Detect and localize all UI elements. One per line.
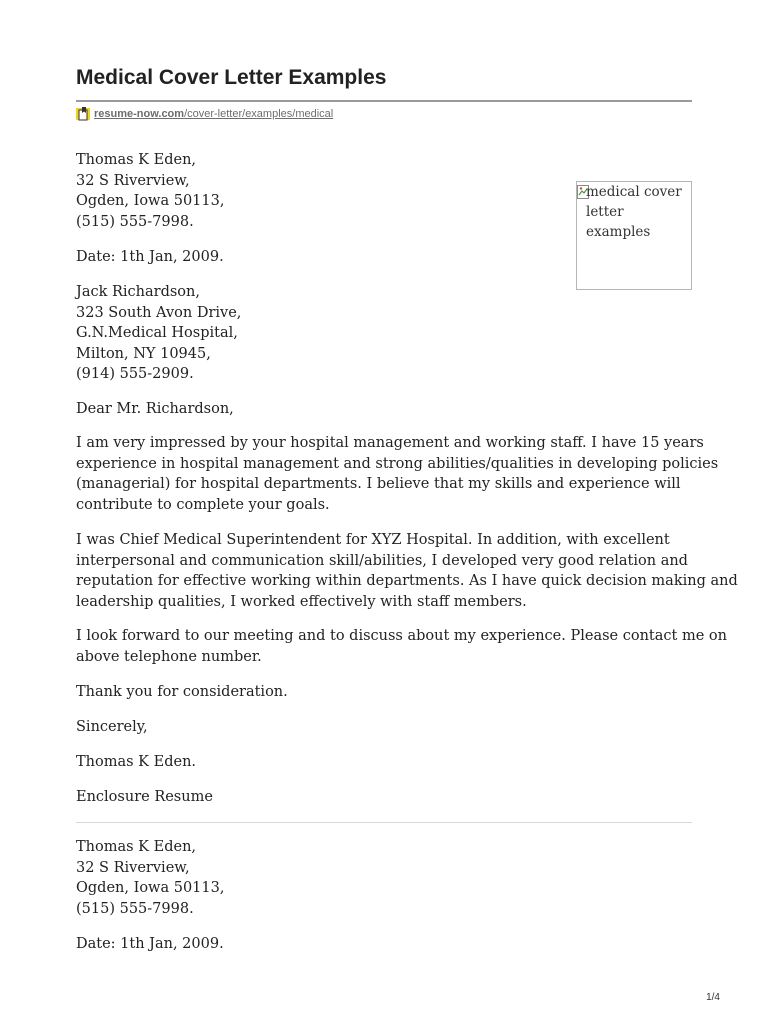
address-line: (515) 555-7998. bbox=[76, 900, 194, 917]
paragraph-line: experience in hospital management and strong abilities/qualities in developing policies bbox=[76, 455, 719, 472]
second-letter-date: Date: 1th Jan, 2009. bbox=[76, 936, 224, 952]
closing: Sincerely, bbox=[76, 719, 148, 735]
paragraph-line: leadership qualities, I worked effectively with staff members. bbox=[76, 593, 527, 610]
paragraph-line: I was Chief Medical Superintendent for XYZ Hospital. In addition, with excellent bbox=[76, 532, 670, 548]
address-line: Ogden, Iowa 50113, bbox=[76, 880, 225, 896]
paragraph-line: interpersonal and communication skill/abilities, I developed very good relation and bbox=[76, 552, 688, 569]
paragraph-line: I look forward to our meeting and to discuss about my experience. Please contact me on bbox=[76, 628, 727, 644]
recipient-address bbox=[76, 282, 241, 385]
body-paragraph bbox=[76, 626, 727, 667]
address-line: 32 S Riverview, bbox=[76, 172, 190, 189]
address-line: (914) 555-2909. bbox=[76, 366, 194, 382]
source-domain[interactable]: resume-now.com bbox=[94, 108, 185, 120]
address-line: 323 South Avon Drive, bbox=[76, 304, 242, 321]
page-title: Medical Cover Letter Examples bbox=[76, 66, 387, 89]
address-line: (515) 555-7998. bbox=[76, 213, 194, 230]
second-sender-address bbox=[76, 837, 224, 919]
enclosure: Enclosure Resume bbox=[76, 789, 213, 805]
paragraph-line: reputation for effective working within departments. As I have quick decision making and bbox=[76, 573, 738, 589]
source-link[interactable] bbox=[76, 107, 333, 121]
body-paragraph bbox=[76, 530, 738, 612]
sender-address bbox=[76, 150, 224, 232]
image-placeholder bbox=[576, 181, 692, 290]
image-alt-text: medical cover letter examples bbox=[586, 184, 682, 240]
signature: Thomas K Eden. bbox=[76, 754, 197, 770]
paragraph-line: above telephone number. bbox=[76, 648, 262, 665]
page-number: 1/4 bbox=[706, 992, 720, 1003]
address-line: Thomas K Eden, bbox=[76, 152, 197, 168]
address-line: Ogden, Iowa 50113, bbox=[76, 193, 225, 209]
letter-date: Date: 1th Jan, 2009. bbox=[76, 249, 224, 265]
thanks-line: Thank you for consideration. bbox=[76, 684, 288, 700]
address-line: Thomas K Eden, bbox=[76, 839, 197, 855]
body-paragraph bbox=[76, 433, 718, 515]
address-line: G.N.Medical Hospital, bbox=[76, 325, 238, 341]
title-divider bbox=[76, 100, 692, 102]
source-path[interactable]: /cover-letter/examples/medical bbox=[184, 108, 334, 120]
section-divider bbox=[76, 822, 692, 823]
paragraph-line: contribute to complete your goals. bbox=[76, 496, 330, 513]
paragraph-line: I am very impressed by your hospital management and working staff. I have 15 years bbox=[76, 435, 704, 451]
address-line: 32 S Riverview, bbox=[76, 859, 190, 876]
salutation: Dear Mr. Richardson, bbox=[76, 401, 234, 417]
address-line: Jack Richardson, bbox=[76, 284, 200, 300]
address-line: Milton, NY 10945, bbox=[76, 345, 211, 362]
bookmark-icon bbox=[76, 107, 90, 121]
paragraph-line: (managerial) for hospital departments. I believe that my skills and experience will bbox=[76, 476, 681, 492]
